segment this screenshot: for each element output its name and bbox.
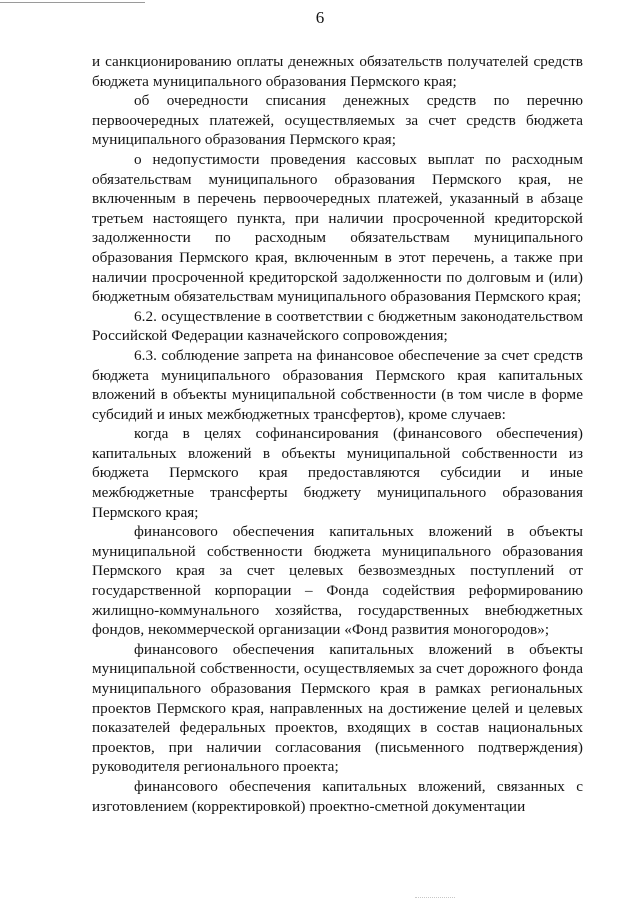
paragraph: 6.2. осуществление в соответствии с бюджетным законодательством Российской Федерации казначейского сопровождения;: [92, 307, 583, 345]
document-body: [92, 52, 583, 816]
paragraph: о недопустимости проведения кассовых выплат по расходным обязательствам муниципального образования Пермского края, не включенным в перечень первоочередных платежей, указанный в абзаце третьем настоящего пункта, при наличии просроченной кредиторской задолженности по расходным обязательствам муниципального образования Пермского края, включенным в этот перечень, а также при наличии просроченной кредиторской задолженности по долговым и (или) бюджетным обязательствам муниципального образования Пермского края;: [92, 150, 583, 306]
paragraph: об очередности списания денежных средств по перечню первоочередных платежей, осуществляемых за счет средств бюджета муниципального образования Пермского края;: [92, 92, 583, 149]
scan-artifact: [415, 897, 455, 901]
paragraph: когда в целях софинансирования (финансового обеспечения) капитальных вложений в объекты муниципальной собственности из бюджета Пермского края предоставляются субсидии и иные межбюджетные трансферты бюджету муниципального образования Пермского края;: [92, 425, 583, 521]
page-number: 6: [315, 8, 325, 27]
paragraph: и санкционированию оплаты денежных обязательств получателей средств бюджета муниципального образования Пермского края;: [92, 53, 583, 90]
top-edge-line: [0, 2, 145, 3]
paragraph: 6.3. соблюдение запрета на финансовое обеспечение за счет средств бюджета муниципального образования Пермского края капитальных вложений в объекты муниципальной собственности (в том числе в форме субсидий и иных межбюджетных трансфертов), кроме случаев:: [92, 346, 583, 423]
paragraph: финансового обеспечения капитальных вложений в объекты муниципальной собственности, осуществляемых за счет дорожного фонда муниципального образования Пермского края в рамках региональных проектов Пермского края, направленных на достижение целей и целевых показателей федеральных проектов, входящих в состав национальных проектов, при наличии согласования (письменного подтверждения) руководителя регионального проекта;: [92, 640, 583, 776]
paragraph: финансового обеспечения капитальных вложений, связанных с изготовлением (корректировкой) проектно-сметной документации: [92, 777, 583, 815]
paragraph: финансового обеспечения капитальных вложений в объекты муниципальной собственности бюджета муниципального образования Пермского края за счет целевых безвозмездных поступлений от государственной корпорации – Фонда содействия реформированию жилищно-коммунального хозяйства, государственных внебюджетных фондов, некоммерческой организации «Фонд развития моногородов»;: [92, 523, 583, 639]
